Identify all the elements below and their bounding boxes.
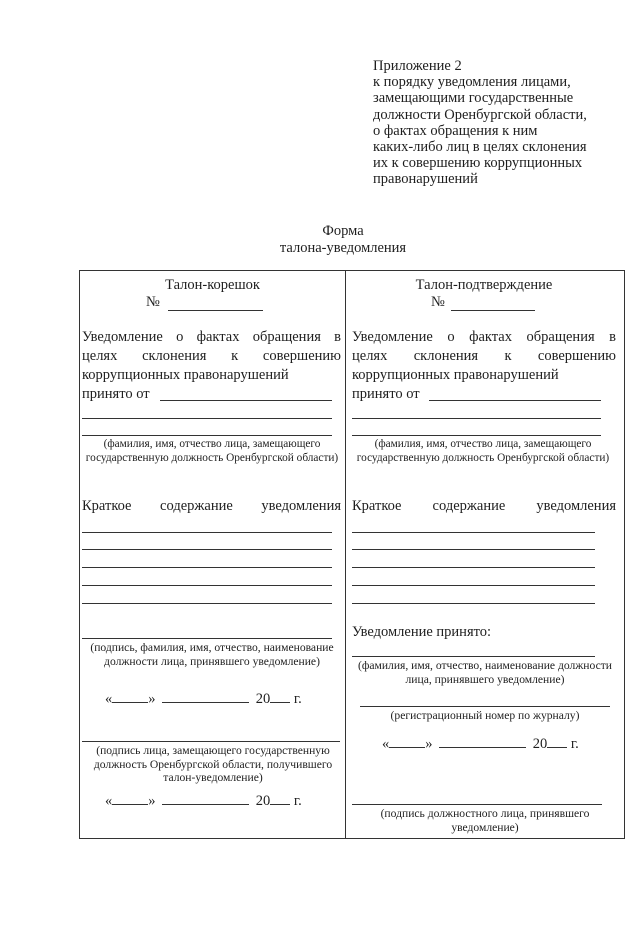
stub-title: Талон-корешок — [165, 277, 260, 293]
notice-line: целях склонения к совершению — [82, 348, 341, 365]
form-title — [0, 223, 640, 256]
stub-month-field[interactable] — [162, 690, 249, 703]
stub-year-field[interactable] — [270, 792, 290, 805]
notice-line: коррупционных правонарушений — [352, 367, 559, 384]
confirmation-summary-label: Краткое содержание уведомления — [352, 498, 616, 514]
confirmation-official-caption: (подпись должностного лица, принявшего уведомление) — [380, 807, 590, 834]
notice-line: Уведомление о фактах обращения в — [82, 329, 341, 345]
stub-number-label: № — [146, 294, 160, 310]
appendix-line: к порядку уведомления лицами, — [373, 74, 571, 91]
confirmation-official-signature-field[interactable] — [352, 804, 602, 805]
confirmation-summary-line[interactable] — [352, 549, 595, 550]
stub-summary-line[interactable] — [82, 567, 332, 568]
form-title-line: Форма — [322, 223, 364, 239]
confirmation-accepted-label: Уведомление принято: — [352, 624, 492, 640]
stub-day-field[interactable] — [112, 690, 148, 703]
appendix-line: их к совершению коррупционных — [373, 155, 583, 172]
confirmation-reg-number-field[interactable] — [360, 706, 610, 707]
appendix-line: Приложение 2 — [373, 58, 462, 74]
date-quote-open: « — [105, 691, 113, 707]
stub-person-field[interactable] — [82, 435, 332, 436]
stub-signature-caption: (подпись, фамилия, имя, отчество, наименование должности лица, принявшего уведомление) — [90, 641, 334, 668]
date-quote-open: « — [105, 793, 113, 809]
form-title-line: талона-уведомления — [279, 239, 407, 256]
appendix-line: правонарушений — [373, 171, 478, 188]
confirmation-summary-line[interactable] — [352, 567, 595, 568]
stub-day-field[interactable] — [112, 792, 148, 805]
confirmation-number-label: № — [431, 294, 445, 310]
stub-number-field[interactable] — [168, 310, 263, 311]
date-suffix: г. — [293, 691, 302, 707]
stub-notice-text — [82, 328, 341, 386]
stub-summary-label: Краткое содержание уведомления — [82, 498, 341, 514]
notice-line: коррупционных правонарушений — [82, 367, 289, 384]
confirmation-date — [382, 735, 579, 753]
appendix-line: каких-либо лиц в целях склонения — [373, 139, 587, 156]
notice-line: целях склонения к совершению — [352, 348, 616, 365]
appendix-line: замещающими государственные — [373, 90, 574, 107]
stub-received-from: принято от — [82, 386, 150, 402]
date-quote-close: » — [425, 736, 433, 752]
stub-month-field[interactable] — [162, 792, 249, 805]
confirmation-number-field[interactable] — [451, 310, 535, 311]
confirmation-summary-line[interactable] — [352, 532, 595, 533]
confirmation-accepted-field[interactable] — [352, 656, 595, 657]
stub-date-2 — [105, 792, 302, 810]
confirmation-person-caption: (фамилия, имя, отчество лица, замещающего государственную должность Оренбургской области) — [356, 438, 610, 464]
appendix-line: о фактах обращения к ним — [373, 122, 538, 139]
date-year: 20 — [255, 691, 271, 707]
confirmation-accepted-caption: (фамилия, имя, отчество, наименование должности лица, принявшего уведомление) — [357, 659, 613, 686]
stub-year-field[interactable] — [270, 690, 290, 703]
notice-line: Уведомление о фактах обращения в — [352, 329, 616, 345]
confirmation-year-field[interactable] — [547, 735, 567, 748]
confirmation-reg-caption: (регистрационный номер по журналу) — [390, 709, 580, 722]
stub-person-field[interactable] — [82, 418, 332, 419]
stub-receiver-caption: (подпись лица, замещающего государственную должность Оренбургской области, получившего талон-уведомление) — [93, 744, 333, 785]
stub-date — [105, 690, 302, 708]
date-quote-close: » — [148, 691, 156, 707]
stub-person-caption: (фамилия, имя, отчество лица, замещающего государственную должность Оренбургской области) — [85, 438, 339, 464]
column-divider — [345, 270, 346, 838]
date-quote-open: « — [382, 736, 390, 752]
confirmation-received-from-field[interactable] — [429, 400, 601, 401]
stub-summary-line[interactable] — [82, 549, 332, 550]
confirmation-notice-text — [352, 328, 616, 386]
date-suffix: г. — [293, 793, 302, 809]
date-year: 20 — [532, 736, 548, 752]
stub-received-from-field[interactable] — [160, 400, 332, 401]
stub-receiver-field[interactable] — [82, 741, 340, 742]
confirmation-title: Талон-подтверждение — [415, 277, 553, 293]
appendix-header — [373, 58, 587, 188]
stub-summary-line[interactable] — [82, 532, 332, 533]
confirmation-person-field[interactable] — [352, 418, 601, 419]
confirmation-day-field[interactable] — [389, 735, 425, 748]
appendix-line: должности Оренбургской области, — [373, 106, 587, 123]
confirmation-summary-line[interactable] — [352, 603, 595, 604]
stub-summary-line[interactable] — [82, 585, 332, 586]
confirmation-month-field[interactable] — [439, 735, 526, 748]
date-quote-close: » — [148, 793, 156, 809]
confirmation-person-field[interactable] — [352, 435, 601, 436]
date-year: 20 — [255, 793, 271, 809]
date-suffix: г. — [570, 736, 579, 752]
confirmation-summary-line[interactable] — [352, 585, 595, 586]
stub-summary-line[interactable] — [82, 603, 332, 604]
stub-signature-field[interactable] — [82, 638, 332, 639]
confirmation-received-from: принято от — [352, 386, 420, 402]
